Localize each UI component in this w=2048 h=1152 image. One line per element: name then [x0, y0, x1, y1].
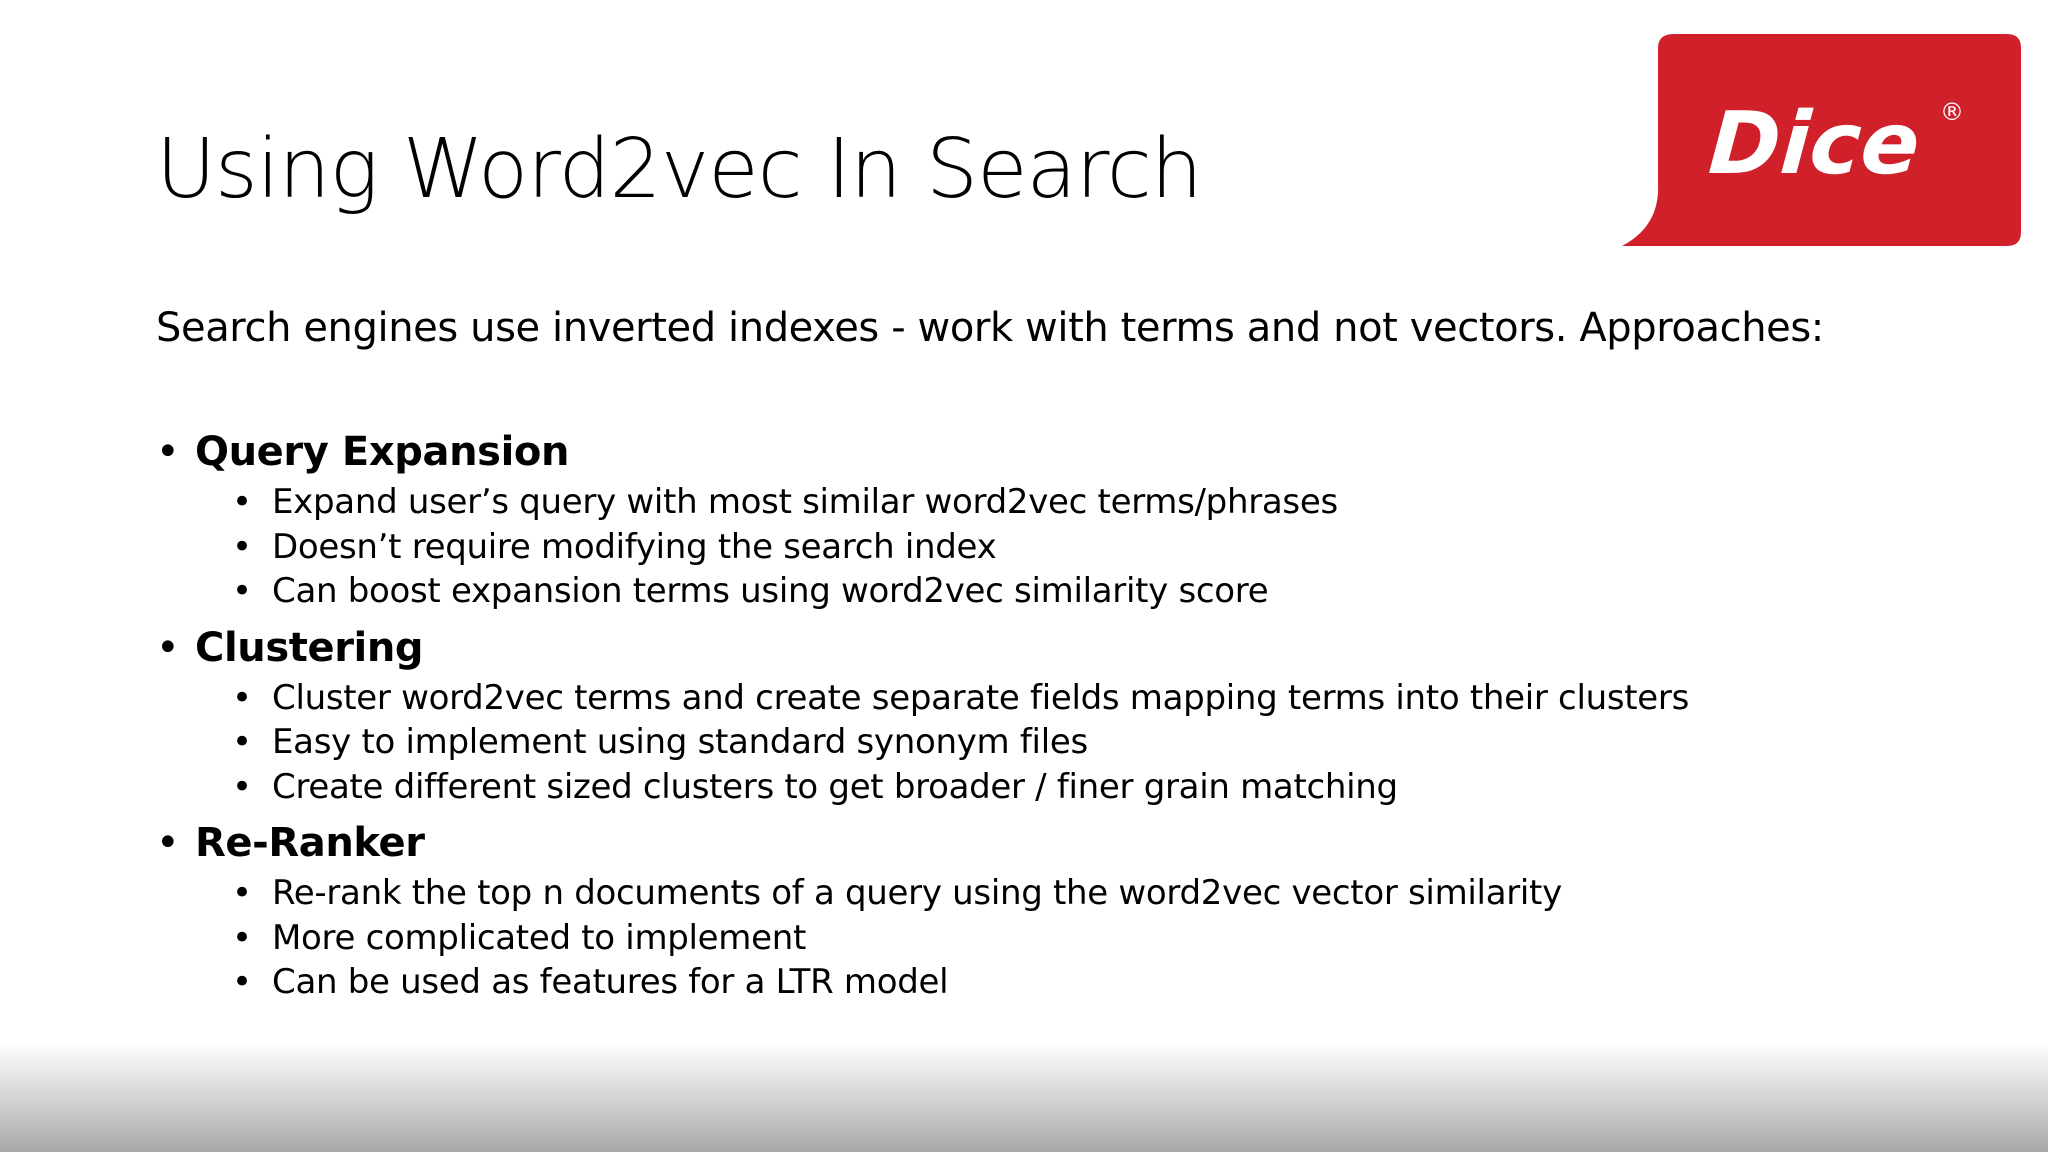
section-query-expansion — [156, 424, 1916, 614]
list-item — [232, 480, 1916, 525]
bullet: • — [156, 624, 180, 671]
section-re-ranker — [156, 815, 1916, 1005]
bullet: • — [156, 820, 180, 866]
sub-bullet: • — [232, 571, 252, 611]
list-item-text: Can boost expansion terms using word2vec similarity score — [272, 571, 1269, 611]
section-heading: Re-Ranker — [195, 820, 425, 866]
list-item-text: Create different sized clusters to get broader / finer grain matching — [272, 766, 1398, 807]
list-item-text: Can be used as features for a LTR model — [272, 962, 949, 1002]
intro-text: Search engines use inverted indexes - work with terms and not vectors. Approaches: — [156, 305, 1824, 351]
sub-bullet: • — [232, 917, 252, 958]
sub-bullet: • — [232, 766, 252, 807]
sub-bullet: • — [232, 482, 252, 522]
list-item-text: Doesn’t require modifying the search index — [272, 526, 997, 567]
list-item-text: More complicated to implement — [272, 917, 807, 958]
list-item — [232, 569, 1916, 614]
list-item — [232, 676, 1916, 721]
bullet: • — [156, 429, 180, 475]
list-item-text: Cluster word2vec terms and create separate fields mapping terms into their clusters — [272, 677, 1689, 718]
section-heading: Query Expansion — [195, 429, 570, 475]
list-item — [232, 960, 1916, 1005]
dice-logo — [1622, 34, 2021, 246]
slide-title: Using Word2vec In Search — [156, 122, 1202, 217]
list-item-text: Easy to implement using standard synonym files — [272, 722, 1088, 762]
list-item — [232, 765, 1916, 810]
sub-bullet: • — [232, 526, 252, 567]
sub-bullet: • — [232, 873, 252, 913]
list-item — [232, 525, 1916, 570]
sub-bullet: • — [232, 722, 252, 762]
section-heading: Clustering — [195, 624, 424, 671]
approaches-list — [156, 424, 1916, 1011]
sub-bullet: • — [232, 677, 252, 718]
list-item-text: Expand user’s query with most similar word2vec terms/phrases — [272, 482, 1338, 522]
list-item — [232, 871, 1916, 916]
registered-mark: ® — [1940, 98, 1964, 126]
list-item — [232, 720, 1916, 765]
list-item — [232, 916, 1916, 961]
dice-logo-text: Dice — [1705, 94, 1923, 194]
list-item-text: Re-rank the top n documents of a query using the word2vec vector similarity — [272, 873, 1562, 913]
section-clustering — [156, 620, 1916, 810]
bottom-gradient-bar — [0, 1042, 2048, 1152]
sub-bullet: • — [232, 962, 252, 1002]
